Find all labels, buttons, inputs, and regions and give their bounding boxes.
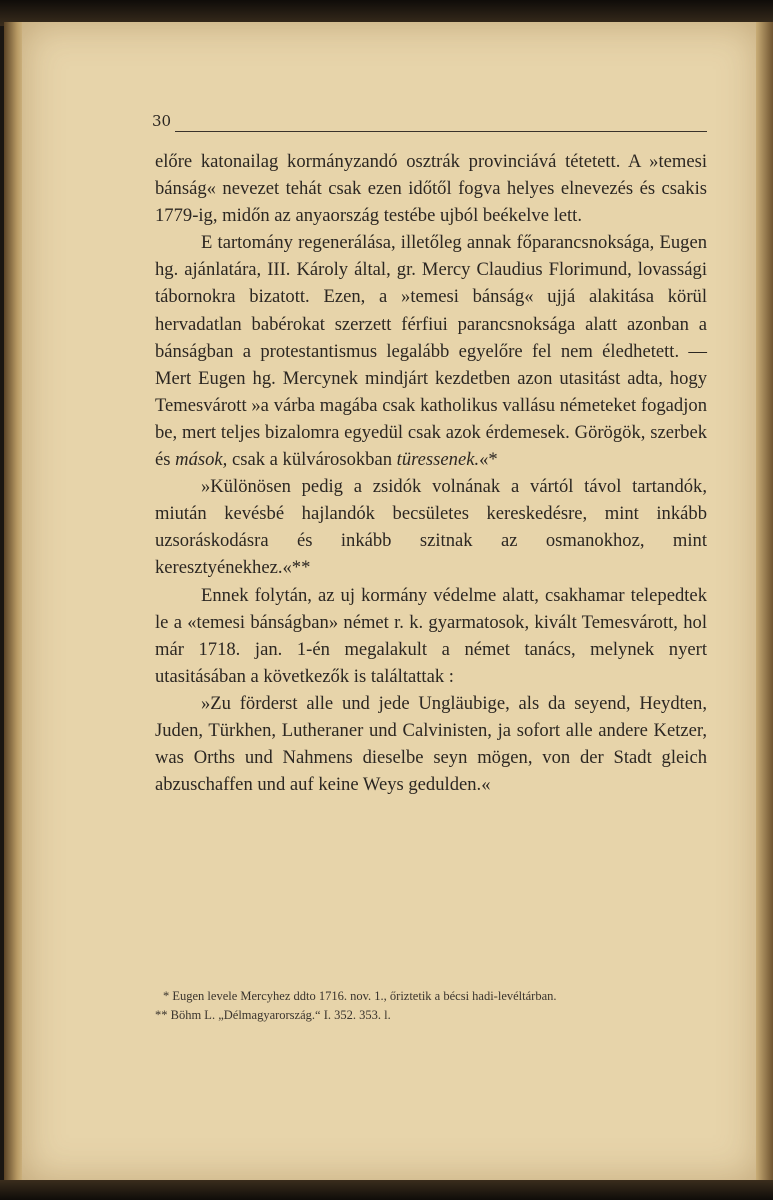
- text-run: E tartomány regenerálása, illetőleg annak főparancsnoksága, Eugen hg. ajánlatára, III. Károly által, gr. Mercy Claudius Florimund, lovassági tábornokra bizatott. Ezen, a »temesi bánság« ujjá alakitása körül hervadatlan babérokat szerzett férfiui parancsnoksága alatt azonban a bánságban a protestantismus legalább egyelőre fel nem éledhetett. — Mert Eugen hg. Mercynek mindjárt kezdetben azon utasitást adta, hogy Temesvárott »a várba magába csak katholikus vallásu németeket fogadjon be, mert teljes bizalomra egyedül csak azok érdemesek. Görögök, szerbek és: [155, 232, 707, 471]
- text-run: csak a külvárosokban: [227, 449, 397, 471]
- page-right-edge: [756, 22, 773, 1182]
- paragraph: [155, 148, 707, 229]
- text-run: Ennek folytán, az uj kormány védelme alatt, csakhamar telepedtek le a «temesi bánságban» német r. k. gyarmatosok, kivált Temesvárott, hol már 1718. jan. 1-én megalakult a német tanács, melynek nyert utasitásában a következők is találtattak :: [155, 584, 707, 687]
- paragraph: [155, 473, 707, 581]
- text-run: előre katonailag kormányzandó osztrák provinciává tétetett. A »temesi bánság« nevezet tehát csak ezen időtől fogva helyes elnevezés és csakis 1779-ig, midőn az anyaország testébe ujból beékelve lett.: [155, 151, 707, 227]
- italic-text: türessenek.: [396, 449, 480, 471]
- header-rule: [175, 131, 707, 132]
- paragraph: [155, 582, 707, 690]
- footnote-1: * Eugen levele Mercyhez ddto 1716. nov. 1., őriztetik a bécsi hadi-levéltárban.: [163, 989, 557, 1003]
- page-number: 30: [152, 112, 172, 130]
- footnotes: [155, 987, 715, 1025]
- body-text: [155, 148, 707, 798]
- text-run: «*: [479, 449, 498, 471]
- footnote-2: ** Böhm L. „Délmagyarország.“ I. 352. 353. l.: [155, 1008, 391, 1022]
- paragraph: [155, 229, 707, 473]
- italic-text: mások,: [175, 449, 228, 471]
- paragraph: [155, 690, 707, 798]
- text-run: »Zu förderst alle und jede Ungläubige, als da seyend, Heydten, Juden, Türkhen, Lutheraner und Calvinisten, ja sofort alle andere Ketzer, was Orths und Nahmens dieselbe seyn mögen, von der Stadt gleich abzuschaffen und auf keine Weys gedulden.«: [155, 692, 707, 796]
- scan-bottom-edge: [0, 1180, 773, 1200]
- text-run: »Különösen pedig a zsidók volnának a vártól távol tartandók, miután kevésbé hajlandók becsületes kereskedésre, mint inkább uzsoráskodásra és inkább szitnak az osmanokhoz, mint keresztyénekhez.«**: [155, 476, 707, 579]
